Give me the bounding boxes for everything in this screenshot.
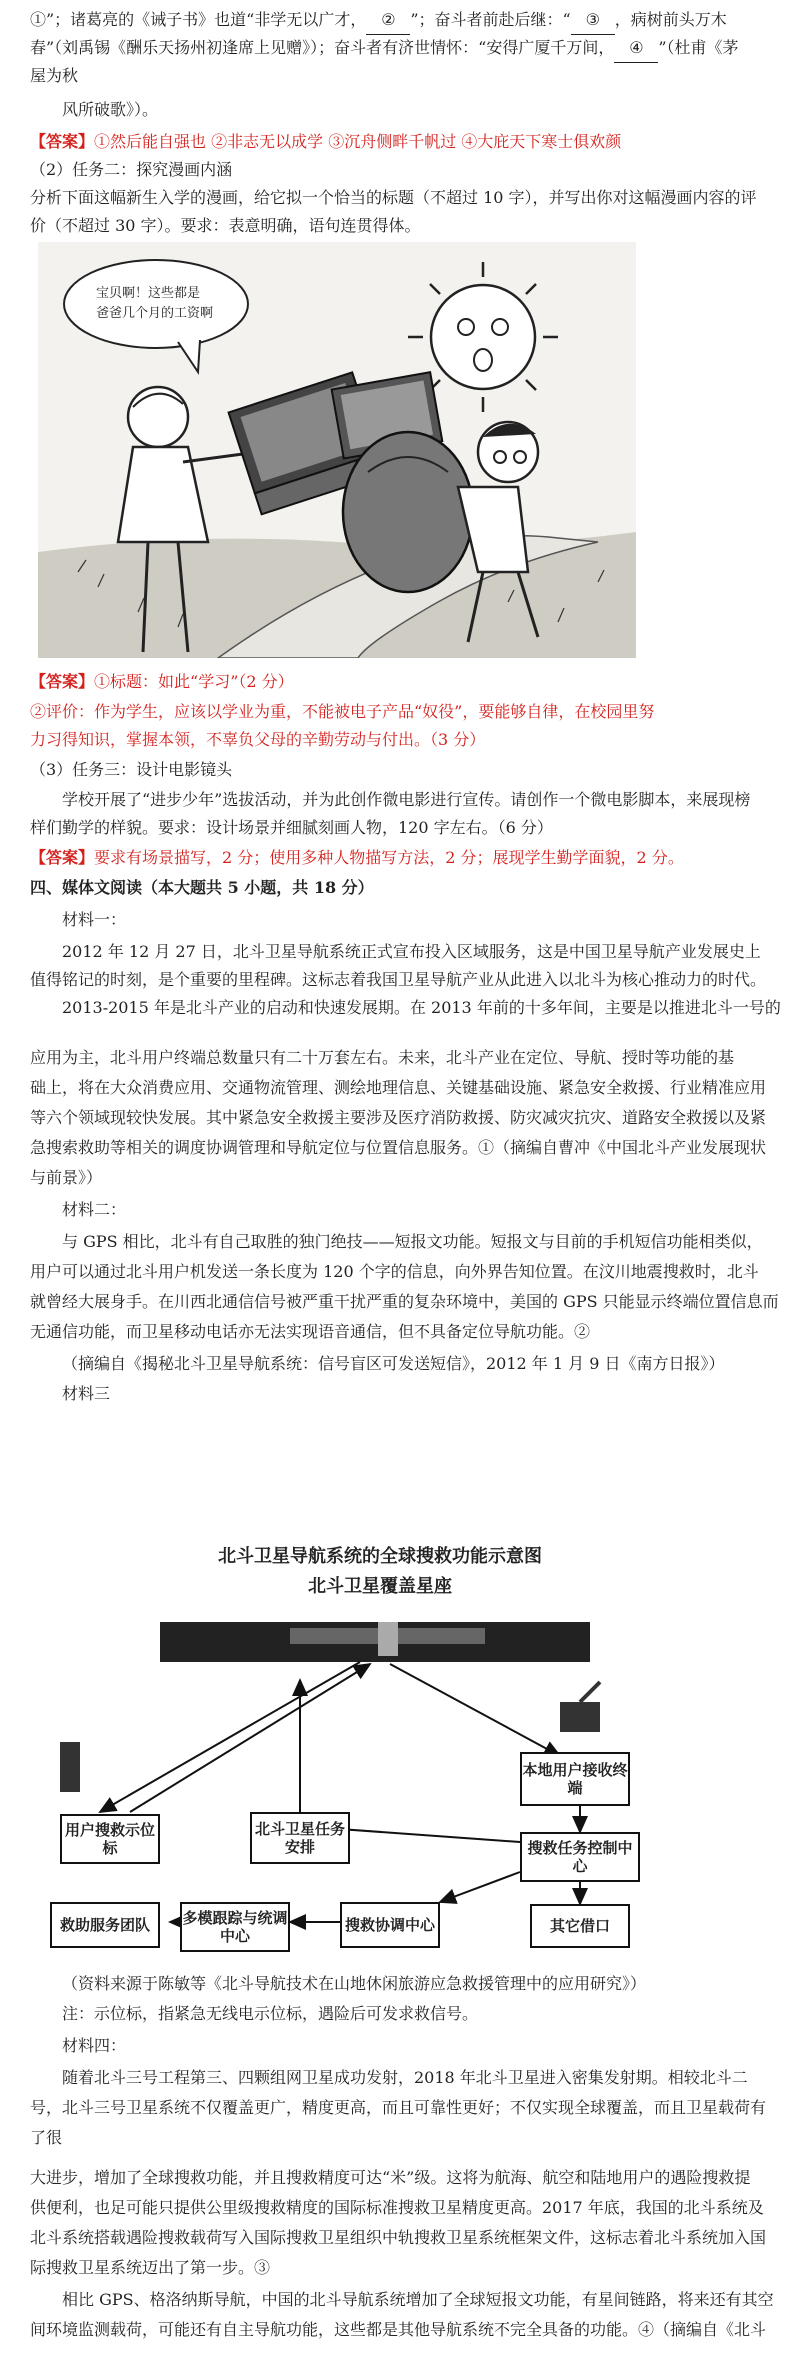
text-line: 风所破歌》）。 <box>62 100 159 119</box>
box-local-user: 本地用户接收终端 <box>520 1752 630 1806</box>
speech-line-1: 宝贝啊！这些都是 <box>96 286 201 301</box>
text-line: 用户可以通过北斗用户机发送一条长度为 120 个字的信息，向外界告知位置。在汶川地震搜救时，北斗 <box>30 1262 759 1281</box>
box-rescue-team: 救助服务团队 <box>50 1902 160 1948</box>
text-line: 2012 年 12 月 27 日，北斗卫星导航系统正式宣布投入区域服务，这是中国卫星导航产业发展史上 <box>62 942 761 961</box>
answer-line: 【答案】①标题：如此“学习”（2 分） <box>30 672 294 691</box>
answer-label: 【答案】 <box>30 848 95 867</box>
text-line: 随着北斗三号工程第三、四颗组网卫星成功发射，2018 年北斗卫星进入密集发射期。相较北斗二 <box>62 2068 748 2087</box>
diagram-title: 北斗卫星导航系统的全球搜救功能示意图 <box>218 1546 542 1567</box>
text-line: 北斗系统搭载遇险搜救载荷写入国际搜救卫星组织中轨搜救卫星系统框架文件，这标志着北斗系统加入国 <box>30 2228 767 2247</box>
box-other: 其它借口 <box>530 1904 630 1948</box>
text-line: 间环境监测载荷，可能还有自主导航功能，这些都是其他导航系统不完全具备的功能。④（摘编自《北斗 <box>30 2320 767 2339</box>
answer-blank: ② <box>366 6 410 35</box>
text-line: 2013-2015 年是北斗产业的启动和快速发展期。在 2013 年前的十多年间，主要是以推进北斗一号的 <box>62 998 781 1017</box>
box-rescue-center: 搜救任务控制中心 <box>520 1832 640 1882</box>
answer-blank: ④ <box>614 34 658 63</box>
text-line: 了很 <box>30 2128 63 2147</box>
task-heading: （2）任务二：探究漫画内涵 <box>30 160 233 179</box>
text-line: 等六个领域现较快发展。其中紧急安全救援主要涉及医疗消防救援、防灾减灾抗灾、道路安全救援以及紧 <box>30 1108 767 1127</box>
material-label: 材料二： <box>62 1200 127 1219</box>
text-line: 相比 GPS、格洛纳斯导航，中国的北斗导航系统增加了全球短报文功能，有星间链路，将来还有其空 <box>62 2290 774 2309</box>
answer-label: 【答案】 <box>30 672 95 691</box>
answer-line: 【答案】要求有场景描写，2 分；使用多种人物描写方法，2 分；展现学生勤学面貌，2 分。 <box>30 848 684 867</box>
text-line: 供便利，也足可能只提供公里级搜救精度的国际标准搜救卫星精度更高。2017 年底，我国的北斗系统及 <box>30 2198 764 2217</box>
text-line: 与前景》） <box>30 1168 103 1187</box>
text-line: 急搜索救助等相关的调度协调管理和导航定位与位置信息服务。①（摘编自曹冲《中国北斗产业发展现状 <box>30 1138 767 1157</box>
task-heading: （3）任务三：设计电影镜头 <box>30 760 233 779</box>
text-line: 大进步，增加了全球搜救功能，并且搜救精度可达“米”级。这将为航海、航空和陆地用户的遇险搜救提 <box>30 2168 751 2187</box>
text-line: 无通信功能，而卫星移动电话亦无法实现语音通信，但不具备定位导航功能。② <box>30 1322 591 1341</box>
cartoon-image <box>38 242 636 658</box>
answer-line: ②评价：作为学生，应该以学业为重，不能被电子产品“奴役”，要能够自律，在校园里努 <box>30 702 655 721</box>
source-line: （摘编自《揭秘北斗卫星导航系统：信号盲区可发送短信》，2012 年 1 月 9 日《南方日报》） <box>62 1354 725 1373</box>
text-line: 春”（刘禹锡《酬乐天扬州初逢席上见赠》）；奋斗者有济世情怀：“安得广厦千万间， ④ ”（杜甫《茅 <box>30 34 782 63</box>
rescue-diagram <box>60 1542 700 1962</box>
text-line: 际搜救卫星系统迈出了第一步。③ <box>30 2258 271 2277</box>
text-line: 与 GPS 相比，北斗有自己取胜的独门绝技——短报文功能。短报文与目前的手机短信功能相类似， <box>62 1232 763 1251</box>
text-line: 学校开展了“进步少年”选拔活动，并为此创作微电影进行宣传。请创作一个微电影脚本，来展现榜 <box>62 790 751 809</box>
text-line: 就曾经大展身手。在川西北通信信号被严重干扰严重的复杂环境中，美国的 GPS 只能显示终端位置信息而 <box>30 1292 779 1311</box>
text-line: 样们勤学的样貌。要求：设计场景并细腻刻画人物，120 字左右。（6 分） <box>30 818 553 837</box>
box-tracking: 多模跟踪与统调中心 <box>180 1902 290 1952</box>
material-label: 材料三 <box>62 1384 111 1403</box>
text-line: 值得铭记的时刻，是个重要的里程碑。这标志着我国卫星导航产业从此进入以北斗为核心推动力的时代。 <box>30 970 767 989</box>
answer-line: 力习得知识，掌握本领，不辜负父母的辛勤劳动与付出。（3 分） <box>30 730 486 749</box>
material-label: 材料四： <box>62 2036 127 2055</box>
text-line: 分析下面这幅新生入学的漫画，给它拟一个恰当的标题（不超过 10 字），并写出你对这幅漫画内容的评 <box>30 188 757 207</box>
box-coord: 搜救协调中心 <box>340 1902 440 1948</box>
text-line: 价（不超过 30 字）。要求：表意明确，语句连贯得体。 <box>30 216 421 235</box>
material-label: 材料一： <box>62 910 127 929</box>
text-line: 础上，将在大众消费应用、交通物流管理、测绘地理信息、关键基础设施、紧急安全救援、行业精准应用 <box>30 1078 767 1097</box>
diagram-subtitle: 北斗卫星覆盖星座 <box>308 1576 452 1597</box>
answer-label: 【答案】 <box>30 132 95 151</box>
box-user-beacon: 用户搜救示位标 <box>60 1814 160 1864</box>
section-heading: 四、媒体文阅读（本大题共 5 小题，共 18 分） <box>30 878 374 897</box>
answer-line: 【答案】①然后能自强也 ②非志无以成学 ③沉舟侧畔千帆过 ④大庇天下寒士俱欢颜 <box>30 132 622 151</box>
note-line: 注：示位标，指紧急无线电示位标，遇险后可发求救信号。 <box>62 2004 479 2023</box>
text-line: 屋为秋 <box>30 66 79 85</box>
source-line: （资料来源于陈敏等《北斗导航技术在山地休闲旅游应急救援管理中的应用研究》） <box>62 1974 647 1993</box>
text-line: 号，北斗三号卫星系统不仅覆盖更广，精度更高，而且可靠性更好；不仅实现全球覆盖，而且卫星载荷有 <box>30 2098 767 2117</box>
text-line: 应用为主，北斗用户终端总数量只有二十万套左右。未来，北斗产业在定位、导航、授时等功能的基 <box>30 1048 735 1067</box>
box-sat-task: 北斗卫星任务安排 <box>250 1812 350 1864</box>
speech-line-2: 爸爸几个月的工资啊 <box>96 306 214 321</box>
answer-blank: ③ <box>571 6 615 35</box>
text-line: ①”；诸葛亮的《诫子书》也道“非学无以广才， ② ”；奋斗者前赴后继：“ ③ ，病树前头万木 <box>30 6 782 35</box>
